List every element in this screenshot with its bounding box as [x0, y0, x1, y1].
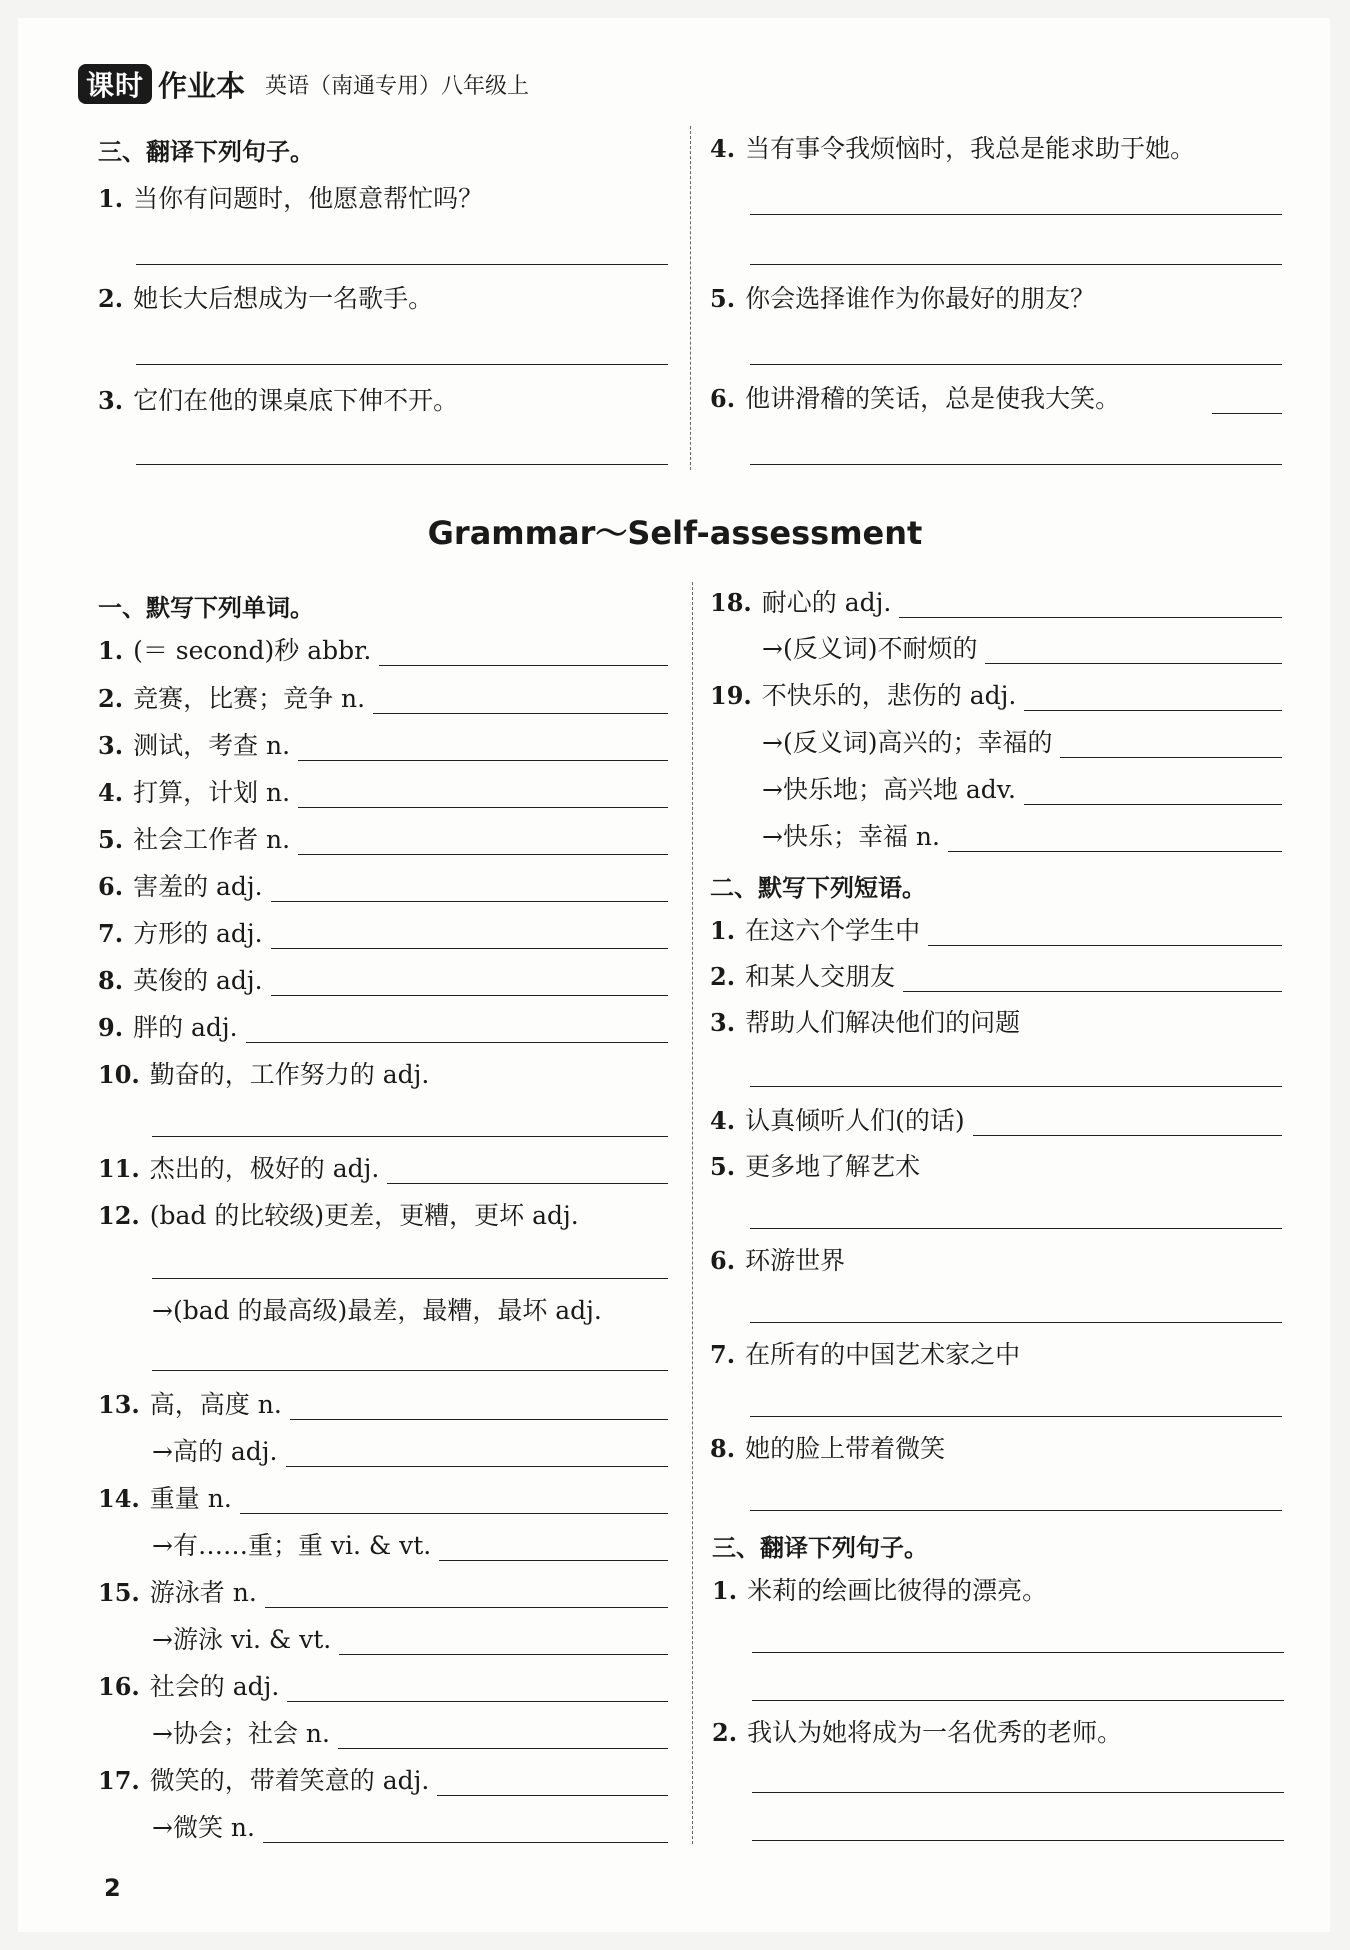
answer-line[interactable]: [339, 1628, 668, 1655]
page-title: Grammar～Self-assessment: [427, 514, 923, 552]
list-item: 12. (bad 的比较级)更差，更糟，更坏 adj.: [98, 1201, 579, 1230]
list-item: 4. 打算，计划 n.: [98, 774, 668, 808]
answer-line[interactable]: [379, 639, 668, 666]
section-heading: 三、翻译下列句子。: [712, 1534, 928, 1562]
list-item: →(反义词)高兴的；幸福的: [762, 724, 1282, 758]
list-item: 6. 环游世界: [710, 1246, 846, 1275]
list-item: 6. 他讲滑稽的笑话，总是使我大笑。: [710, 380, 1282, 414]
answer-line[interactable]: [752, 1840, 1284, 1841]
answer-line[interactable]: [750, 1228, 1282, 1229]
answer-line[interactable]: [152, 1136, 668, 1137]
brand-name: 作业本: [158, 68, 246, 103]
list-item: 16. 社会的 adj.: [98, 1668, 668, 1702]
answer-line[interactable]: [1212, 387, 1282, 414]
list-item: 6. 害羞的 adj.: [98, 868, 668, 902]
list-item: 3. 测试，考查 n.: [98, 727, 668, 761]
answer-line[interactable]: [437, 1769, 668, 1796]
section-heading: 二、默写下列短语。: [710, 874, 926, 902]
answer-line[interactable]: [286, 1440, 668, 1467]
answer-line[interactable]: [240, 1487, 668, 1514]
list-item: 3. 它们在他的课桌底下伸不开。: [98, 386, 459, 415]
answer-line[interactable]: [136, 364, 668, 365]
answer-line[interactable]: [948, 825, 1282, 852]
answer-line[interactable]: [271, 875, 668, 902]
list-item: 8. 英俊的 adj.: [98, 962, 668, 996]
list-item: 3. 帮助人们解决他们的问题: [710, 1008, 1021, 1037]
list-item: 5. 社会工作者 n.: [98, 821, 668, 855]
answer-line[interactable]: [246, 1016, 668, 1043]
answer-line[interactable]: [750, 1086, 1282, 1087]
list-item: →快乐；幸福 n.: [762, 818, 1282, 852]
book-subject: 英语（南通专用）八年级上: [265, 73, 530, 99]
answer-line[interactable]: [136, 464, 668, 465]
list-item: 19. 不快乐的，悲伤的 adj.: [710, 677, 1282, 711]
list-item: 1. 当你有问题时，他愿意帮忙吗？: [98, 184, 484, 213]
list-item: 5. 你会选择谁作为你最好的朋友？: [710, 284, 1096, 313]
answer-line[interactable]: [750, 1416, 1282, 1417]
answer-line[interactable]: [265, 1581, 668, 1608]
answer-line[interactable]: [298, 734, 668, 761]
list-item: →(bad 的最高级)最差，最糟，最坏 adj.: [152, 1296, 602, 1325]
answer-line[interactable]: [750, 464, 1282, 465]
list-item: 18. 耐心的 adj.: [710, 584, 1282, 618]
answer-line[interactable]: [899, 591, 1282, 618]
answer-line[interactable]: [298, 781, 668, 808]
page-number: 2: [104, 1874, 121, 1902]
list-item: 11. 杰出的，极好的 adj.: [98, 1150, 668, 1184]
list-item: 15. 游泳者 n.: [98, 1574, 668, 1608]
list-item: 2. 和某人交朋友: [710, 958, 1282, 992]
answer-line[interactable]: [338, 1722, 668, 1749]
answer-line[interactable]: [387, 1157, 668, 1184]
section-heading: 三、翻译下列句子。: [98, 138, 314, 166]
list-item: →微笑 n.: [152, 1809, 668, 1843]
list-item: 17. 微笑的，带着笑意的 adj.: [98, 1762, 668, 1796]
list-item: 5. 更多地了解艺术: [710, 1152, 921, 1181]
list-item: 14. 重量 n.: [98, 1480, 668, 1514]
answer-line[interactable]: [985, 637, 1282, 664]
answer-line[interactable]: [271, 922, 668, 949]
answer-line[interactable]: [903, 965, 1282, 992]
answer-line[interactable]: [290, 1393, 668, 1420]
list-item: 10. 勤奋的，工作努力的 adj.: [98, 1060, 430, 1089]
answer-line[interactable]: [750, 214, 1282, 215]
list-item: 7. 方形的 adj.: [98, 915, 668, 949]
answer-line[interactable]: [750, 264, 1282, 265]
answer-line[interactable]: [152, 1278, 668, 1279]
section-heading: 一、默写下列单词。: [98, 594, 314, 622]
answer-line[interactable]: [1060, 731, 1282, 758]
list-item: →协会；社会 n.: [152, 1715, 668, 1749]
list-item: 4. 当有事令我烦恼时，我总是能求助于她。: [710, 134, 1196, 163]
answer-line[interactable]: [750, 1510, 1282, 1511]
list-item: 2. 我认为她将成为一名优秀的老师。: [712, 1718, 1123, 1747]
list-item: 8. 她的脸上带着微笑: [710, 1434, 946, 1463]
brand-logo: 课时: [78, 64, 152, 104]
list-item: 4. 认真倾听人们(的话): [710, 1102, 1282, 1136]
answer-line[interactable]: [152, 1370, 668, 1371]
answer-line[interactable]: [136, 264, 668, 265]
list-item: 1. 米莉的绘画比彼得的漂亮。: [712, 1576, 1048, 1605]
answer-line[interactable]: [439, 1534, 668, 1561]
list-item: →高的 adj.: [152, 1433, 668, 1467]
answer-line[interactable]: [1024, 684, 1282, 711]
answer-line[interactable]: [752, 1700, 1284, 1701]
column-divider: [690, 126, 691, 470]
list-item: →快乐地；高兴地 adv.: [762, 771, 1282, 805]
list-item: 2. 竞赛，比赛；竞争 n.: [98, 680, 668, 714]
list-item: →有……重；重 vi. & vt.: [152, 1527, 668, 1561]
list-item: →(反义词)不耐烦的: [762, 630, 1282, 664]
list-item: 13. 高，高度 n.: [98, 1386, 668, 1420]
list-item: 1. (＝ second)秒 abbr.: [98, 632, 668, 666]
answer-line[interactable]: [373, 687, 668, 714]
list-item: 9. 胖的 adj.: [98, 1009, 668, 1043]
answer-line[interactable]: [752, 1792, 1284, 1793]
list-item: 7. 在所有的中国艺术家之中: [710, 1340, 1021, 1369]
answer-line[interactable]: [287, 1675, 668, 1702]
answer-line[interactable]: [271, 969, 668, 996]
answer-line[interactable]: [928, 919, 1282, 946]
answer-line[interactable]: [298, 828, 668, 855]
list-item: 1. 在这六个学生中: [710, 912, 1282, 946]
list-item: 2. 她长大后想成为一名歌手。: [98, 284, 434, 313]
column-divider: [692, 582, 693, 1844]
answer-line[interactable]: [973, 1109, 1282, 1136]
answer-line[interactable]: [1024, 778, 1282, 805]
answer-line[interactable]: [750, 364, 1282, 365]
answer-line[interactable]: [263, 1816, 668, 1843]
answer-line[interactable]: [752, 1652, 1284, 1653]
page-header: [78, 62, 529, 106]
answer-line[interactable]: [750, 1322, 1282, 1323]
list-item: →游泳 vi. & vt.: [152, 1621, 668, 1655]
